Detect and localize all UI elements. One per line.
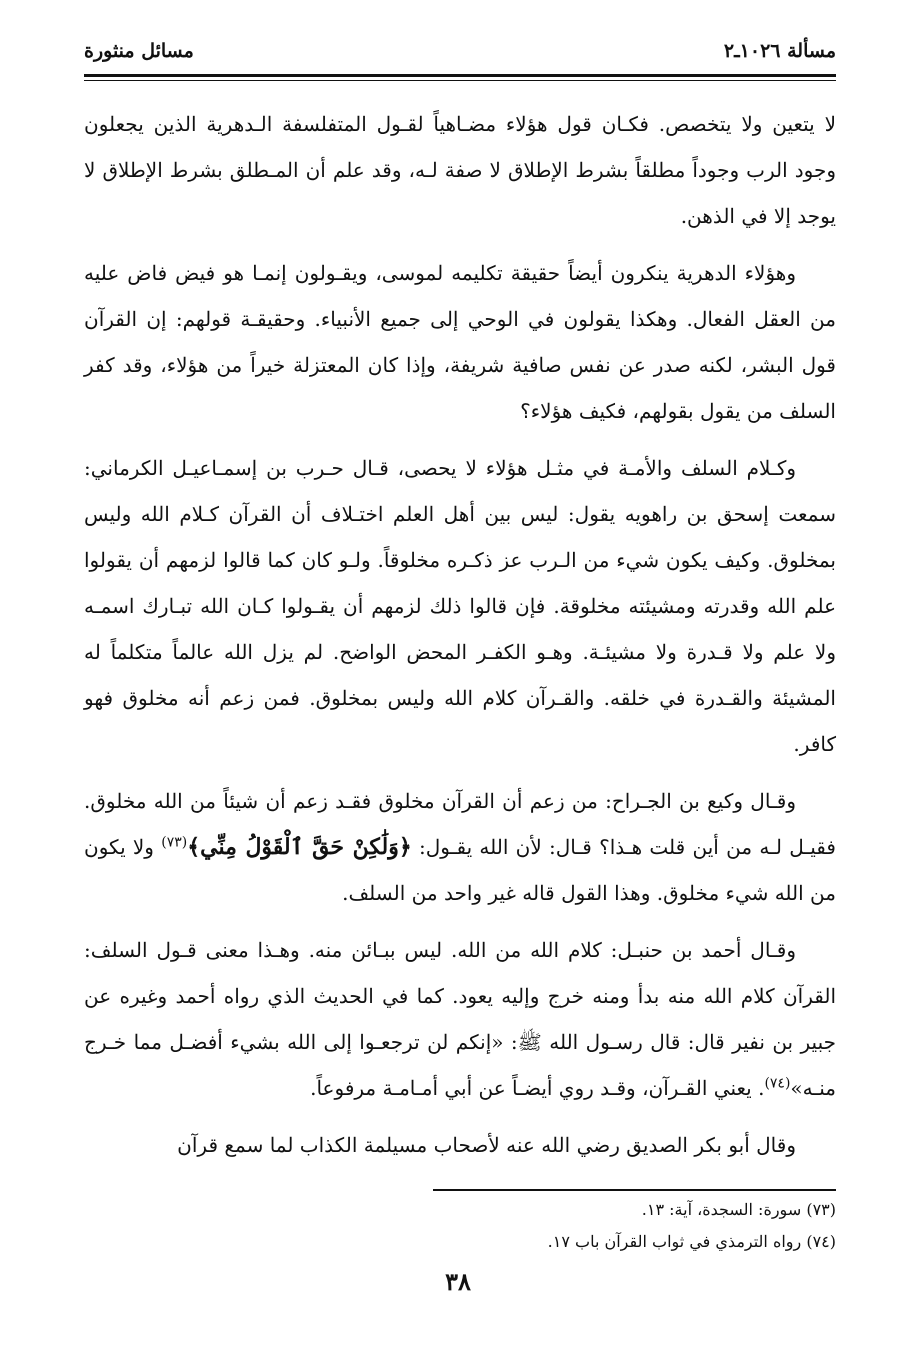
paragraph-4-text-after: ولا يكون من الله شيء مخلوق. وهذا القول قاله غير واحد من السلف.	[84, 835, 836, 905]
main-text	[84, 101, 836, 1179]
header-issue-number: مسألة ١٠٢٦ـ٢	[723, 40, 836, 62]
paragraph-5-text-after: . يعني القـرآن، وقـد روي أيضـاً عن أبي أمـامـة مرفوعاً.	[310, 1076, 765, 1100]
quran-verse: ﴿وَلَٰكِنْ حَقَّ ٱلْقَوْلُ مِنِّي﴾	[187, 834, 412, 860]
page-number: ٣٨	[445, 1267, 471, 1296]
paragraph-4	[84, 778, 836, 916]
header-rule-thick	[84, 74, 836, 77]
header-book-title: مسائل منثورة	[84, 40, 194, 62]
paragraph-3: وكـلام السلف والأمـة في مثـل هؤلاء لا يحصى، قـال حـرب بن إسمـاعيـل الكرماني: سمعت إسحق بن راهويه يقول: ليس بين أهل العلم اختـلاف أن القرآن كـلام الله وليس بمخلوق. وكيف يكون شيء من الـرب عز ذكـره مخلوقاً. ولـو كان كما قالوا لزمهم أن يقولوا علم الله وقدرته ومشيئته مخلوقة. فإن قالوا ذلك لزمهم أن يقـولوا كـان الله تبـارك اسمـه ولا علم ولا قـدرة ولا مشيئـة. وهـو الكفـر المحض الواضح. لم يزل الله عالماً متكلماً له المشيئة والقـدرة في خلقه. والقـرآن كلام الله وليس بمخلوق. فمن زعم أنه مخلوق فهو كافر.	[84, 456, 837, 756]
paragraph-5-text-before: وقـال أحمد بن حنبـل: كلام الله من الله. ليس ببـائن منه. وهـذا معنى قـول السلف: القرآن كلام الله منه بدأ ومنه خرج وإليه يعود. كما في الحديث الذي رواه أحمد وغيره عن جبير بن نفير قال: قال رسـول الله ﷺ: «إنكم لن ترجعـوا إلى الله بشيء أفضـل مما خـرج منـه»	[84, 938, 836, 1100]
footnote-ref-74[interactable]: (٧٤)	[764, 1075, 791, 1092]
footnote-ref-73[interactable]: (٧٣)	[161, 834, 188, 851]
footnote-separator	[433, 1189, 836, 1191]
paragraph-4-text-before: وقـال وكيع بن الجـراح: من زعم أن القرآن مخلوق فقـد زعم أن شيئاً من الله مخلوق. فقيـل لـه من أين قلت هـذا؟ قـال: لأن الله يقـول:	[84, 789, 836, 859]
running-header	[84, 40, 836, 70]
footnotes	[84, 1194, 836, 1258]
paragraph-2: وهؤلاء الدهرية ينكرون أيضاً حقيقة تكليمه لموسى، ويقـولون إنمـا هو فيض فاض عليه من العقل الفعال. وهكذا يقولون في الوحي إلى جميع الأنبياء. وحقيقـة قولهم: إن القرآن قول البشر، لكنه صدر عن نفس صافية شريفة، وإذا كان المعتزلة خيراً من هؤلاء، وقد كفر السلف من يقول بقولهم، فكيف هؤلاء؟	[84, 261, 836, 423]
footnote-74: (٧٤) رواه الترمذي في ثواب القرآن باب ١٧.	[547, 1232, 836, 1251]
header-rule-thin	[84, 80, 836, 81]
paragraph-5	[84, 927, 836, 1111]
paragraph-1: لا يتعين ولا يتخصص. فكـان قول هؤلاء مضـاهياً لقـول المتفلسفة الـدهرية الذين يجعلون وجود الرب وجوداً مطلقاً بشرط الإطلاق لا صفة لـه، وقد علم أن المـطلق بشرط الإطلاق لا يوجد إلا في الذهن.	[84, 112, 836, 228]
footnote-73: (٧٣) سورة: السجدة، آية: ١٣.	[641, 1200, 836, 1219]
paragraph-6: وقال أبو بكر الصديق رضي الله عنه لأصحاب مسيلمة الكذاب لما سمع قرآن	[177, 1133, 796, 1157]
